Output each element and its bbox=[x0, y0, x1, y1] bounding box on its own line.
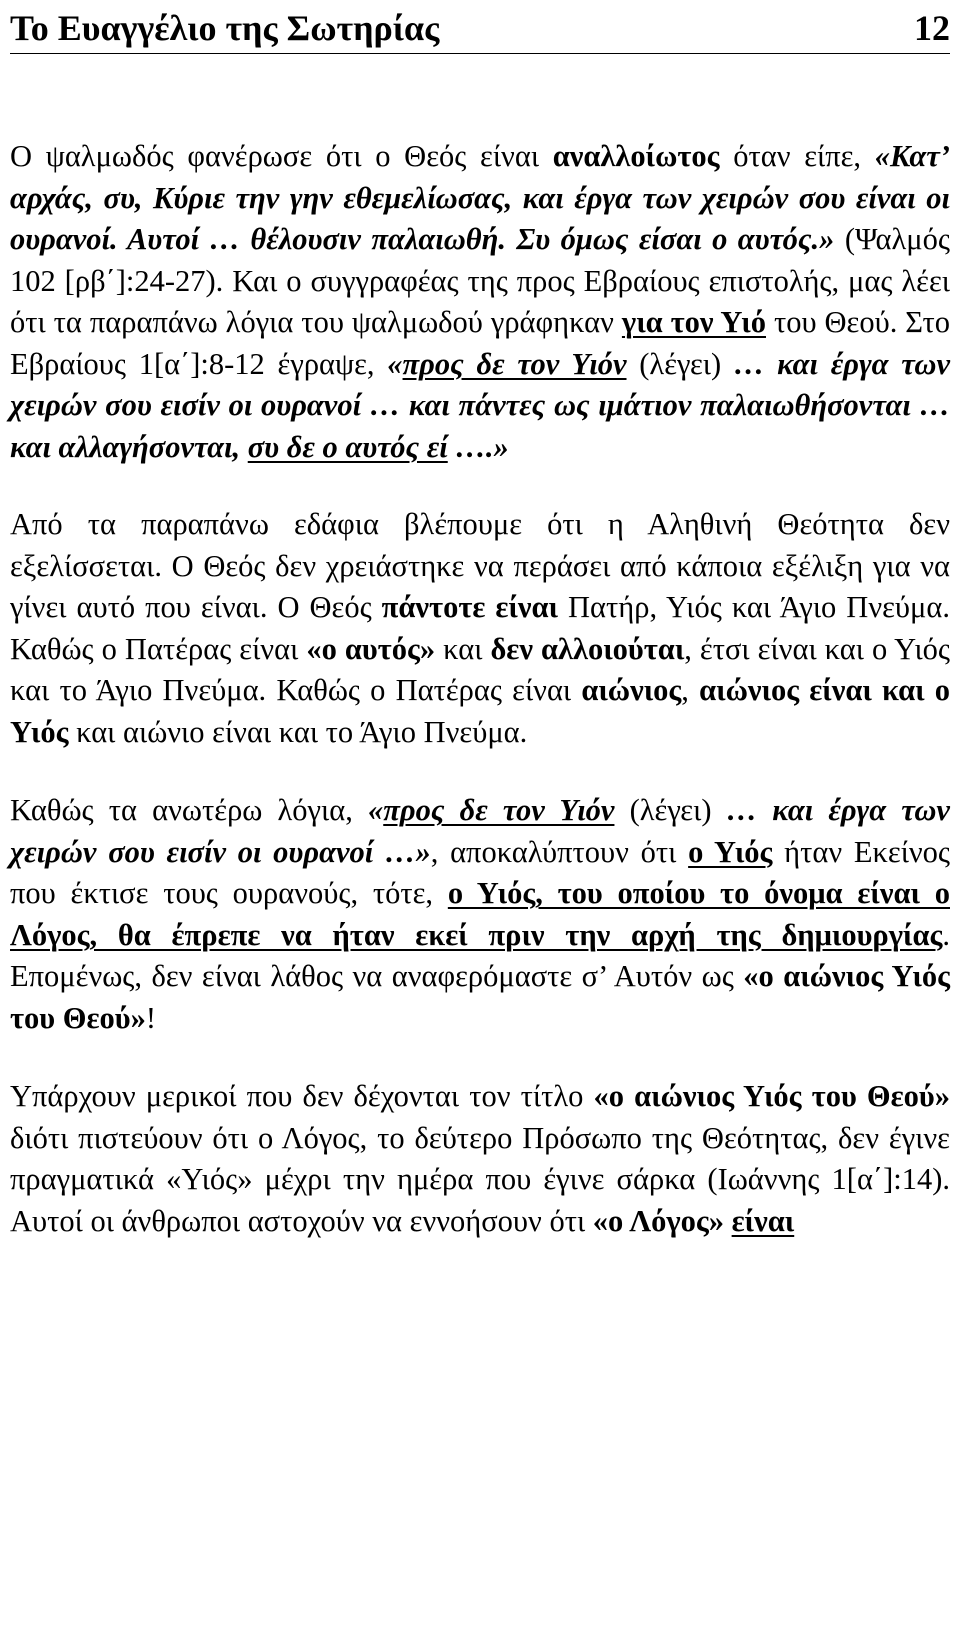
paragraph-4: Υπάρχουν μερικοί που δεν δέχονται τον τίτλο «ο αιώνιος Υιός του Θεού» διότι πιστεύουν ότι ο Λόγος, το δεύτερο Πρόσωπο της Θεότητας, δεν έγινε πραγματικά «Υιός» μέχρι την ημέρα που έγινε σάρκα (Ιωάννης 1[α΄]:14). Αυτοί οι άνθρωποι αστοχούν να εννοήσουν ότι «ο Λόγος» είναι bbox=[10, 1079, 950, 1238]
page-number: 12 bbox=[914, 8, 950, 48]
paragraph-1: Ο ψαλμωδός φανέρωσε ότι ο Θεός είναι αναλλοίωτος όταν είπε, «Κατ’ αρχάς, συ, Κύριε την γην εθεμελίωσας, και έργα των χειρών σου είναι οι ουρανοί. Αυτοί … θέλουσιν παλαιωθή. Συ όμως είσαι ο αυτός.» (Ψαλμός 102 [ρβ΄]:24-27). Και ο συγγραφέας της προς Εβραίους επιστολής, μας λέει ότι τα παραπάνω λόγια του ψαλμωδού γράφηκαν για τον Υιό του Θεού. Στο Εβραίους 1[α΄]:8-12 έγραψε, «προς δε τον Υιόν (λέγει) … και έργα των χειρών σου εισίν οι ουρανοί … και πάντες ως ιμάτιον παλαιωθήσονται … και αλλαγήσονται, συ δε ο αυτός εί ….» bbox=[10, 139, 951, 464]
paragraph-2: Από τα παραπάνω εδάφια βλέπουμε ότι η Αληθινή Θεότητα δεν εξελίσσεται. Ο Θεός δεν χρειάστηκε να περάσει από κάποια εξέλιξη για να γίνει αυτό που είναι. Ο Θεός πάντοτε είναι Πατήρ, Υιός και Άγιο Πνεύμα. Καθώς ο Πατέρας είναι «ο αυτός» και δεν αλλοιούται, έτσι είναι και ο Υιός και το Άγιο Πνεύμα. Καθώς ο Πατέρας είναι αιώνιος, αιώνιος είναι και ο Υιός και αιώνιο είναι και το Άγιο Πνεύμα. bbox=[10, 507, 950, 749]
book-title: Το Ευαγγέλιο της Σωτηρίας bbox=[10, 8, 440, 48]
paragraph-3: Καθώς τα ανωτέρω λόγια, «προς δε τον Υιόν (λέγει) … και έργα των χειρών σου εισίν οι ουρανοί …», αποκαλύπτουν ότι ο Υιός ήταν Εκείνος που έκτισε τους ουρανούς, τότε, ο Υιός, του οποίου το όνομα είναι ο Λόγος, θα έπρεπε να ήταν εκεί πριν την αρχή της δημιουργίας. Επομένως, δεν είναι λάθος να αναφερόμαστε σ’ Αυτόν ως «ο αιώνιος Υιός του Θεού»! bbox=[10, 793, 951, 1035]
page-header bbox=[10, 0, 950, 54]
